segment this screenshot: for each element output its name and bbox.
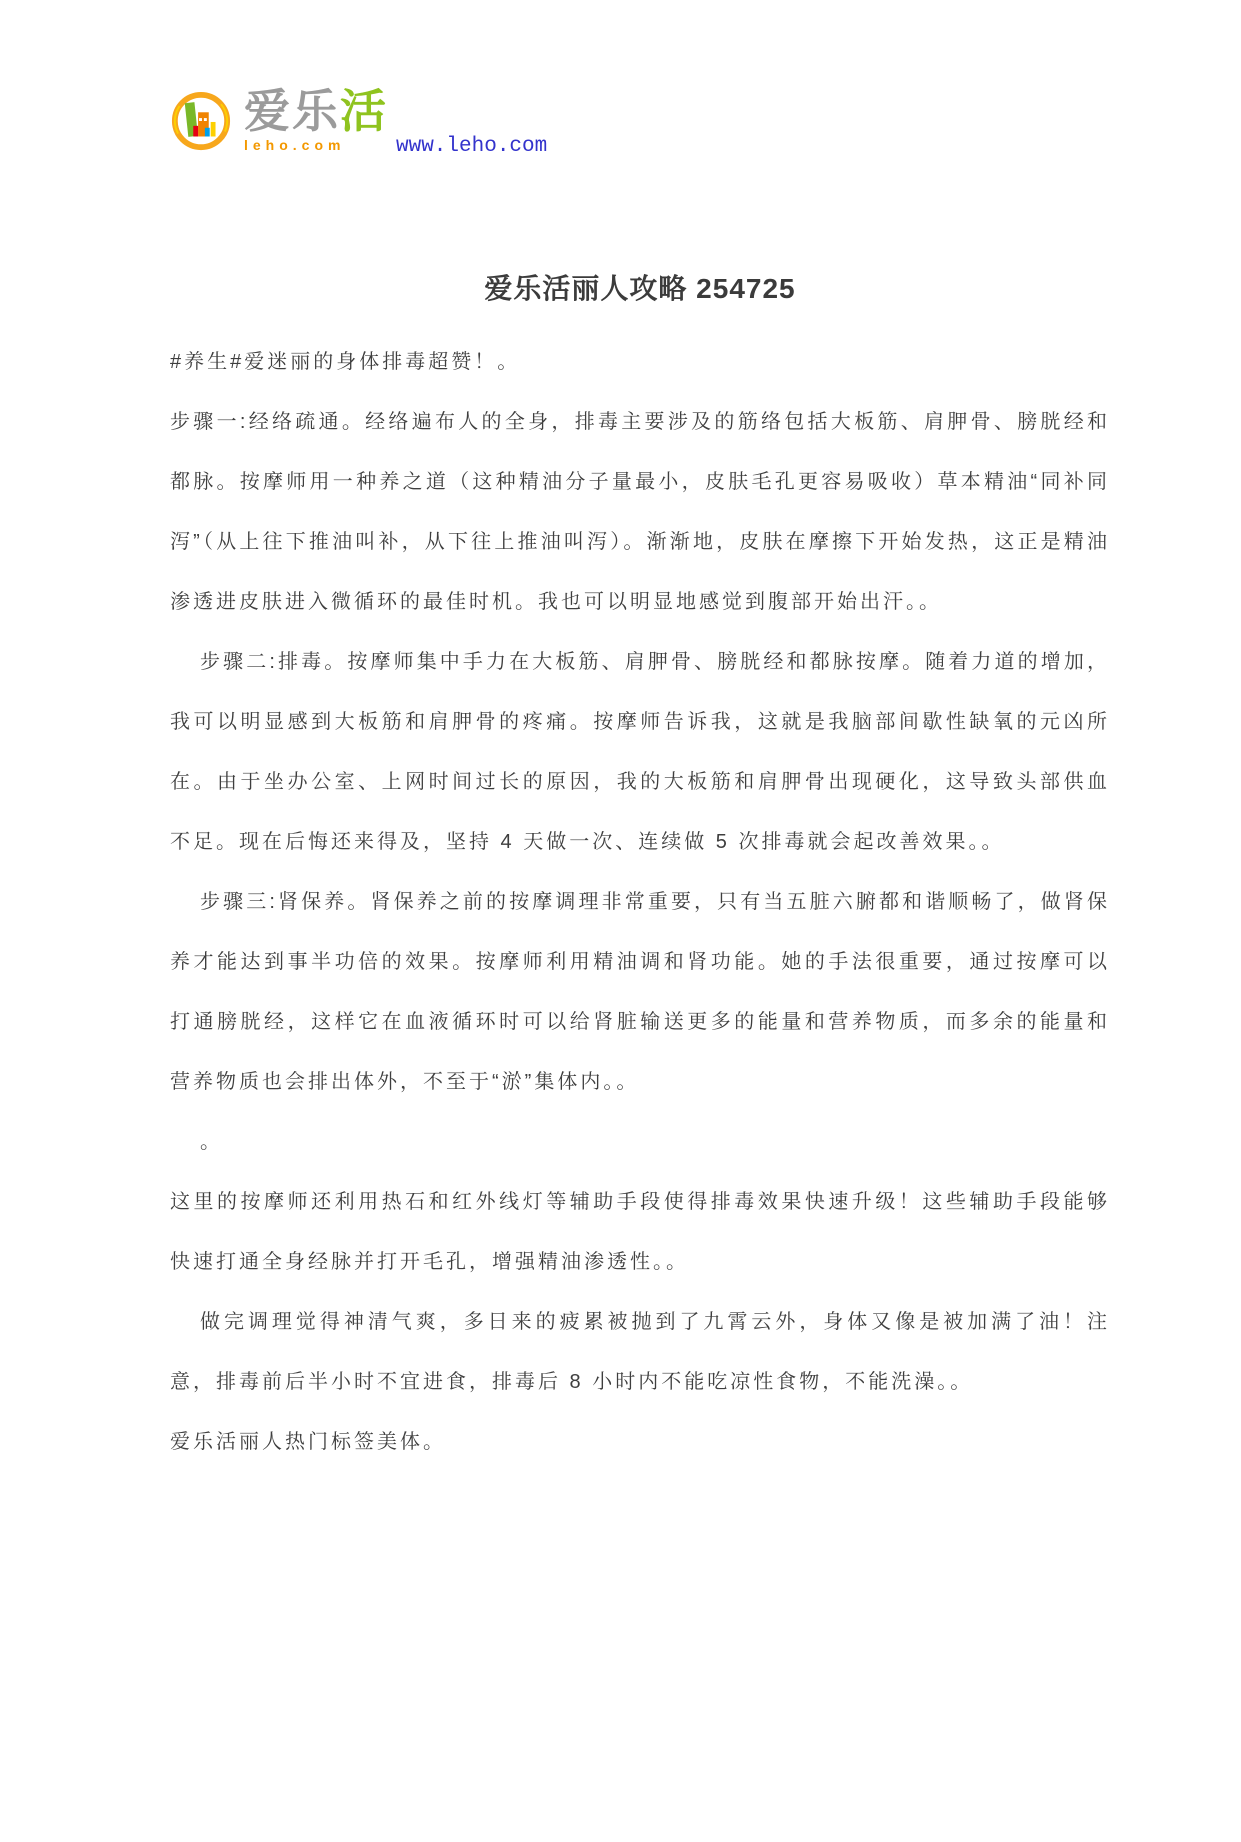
document-body [170,332,1110,1472]
brand-name-gray: 爱乐 [244,85,340,137]
leho-city-badge-icon [170,90,232,152]
brand-domain: leho.com [244,137,346,153]
paragraph-step-2: 步骤二:排毒。按摩师集中手力在大板筋、肩胛骨、膀胱经和都脉按摩。随着力道的增加，我可以明显感到大板筋和肩胛骨的疼痛。按摩师告诉我，这就是我脑部间歇性缺氧的元凶所在。由于坐办公室、上网时间过长的原因，我的大板筋和肩胛骨出现硬化，这导致头部供血不足。现在后悔还来得及，坚持 4 天做一次、连续做 5 次排毒就会起改善效果。。 [170,651,1110,853]
paragraph-hashtag-intro: #养生#爱迷丽的身体排毒超赞！。 [170,351,521,373]
page-title: 爱乐活丽人攻略 254725 [484,273,796,304]
brand-name-green: 活 [340,85,388,137]
paragraph-aux-methods: 这里的按摩师还利用热石和红外线灯等辅助手段使得排毒效果快速升级！这些辅助手段能够快速打通全身经脉并打开毛孔，增强精油渗透性。。 [170,1191,1110,1273]
paragraph-period-only: 。 [200,1131,223,1153]
paragraph-step-1: 步骤一:经络疏通。经络遍布人的全身，排毒主要涉及的筋络包括大板筋、肩胛骨、膀胱经和都脉。按摩师用一种养之道（这种精油分子量最小，皮肤毛孔更容易吸收）草本精油“同补同泻”（从上往下推油叫补，从下往上推油叫泻）。渐渐地，皮肤在摩擦下开始发热，这正是精油渗透进皮肤进入微循环的最佳时机。我也可以明显地感觉到腹部开始出汗。。 [170,411,1110,613]
site-url-text: www.leho.com [396,135,548,158]
logo [170,85,1241,158]
paragraph-footer-tag: 爱乐活丽人热门标签美体。 [170,1431,446,1453]
paragraph-aftercare: 做完调理觉得神清气爽，多日来的疲累被抛到了九霄云外，身体又像是被加满了油！注意，排毒前后半小时不宜进食，排毒后 8 小时内不能吃凉性食物，不能洗澡。。 [170,1311,1110,1393]
paragraph-step-3: 步骤三:肾保养。肾保养之前的按摩调理非常重要，只有当五脏六腑都和谐顺畅了，做肾保养才能达到事半功倍的效果。按摩师利用精油调和肾功能。她的手法很重要，通过按摩可以打通膀胱经，这样它在血液循环时可以给肾脏输送更多的能量和营养物质，而多余的能量和营养物质也会排出体外，不至于“淤”集体内。。 [170,891,1110,1093]
brand-name [244,85,388,137]
brand-text [244,85,388,153]
document-page [0,85,1241,1842]
